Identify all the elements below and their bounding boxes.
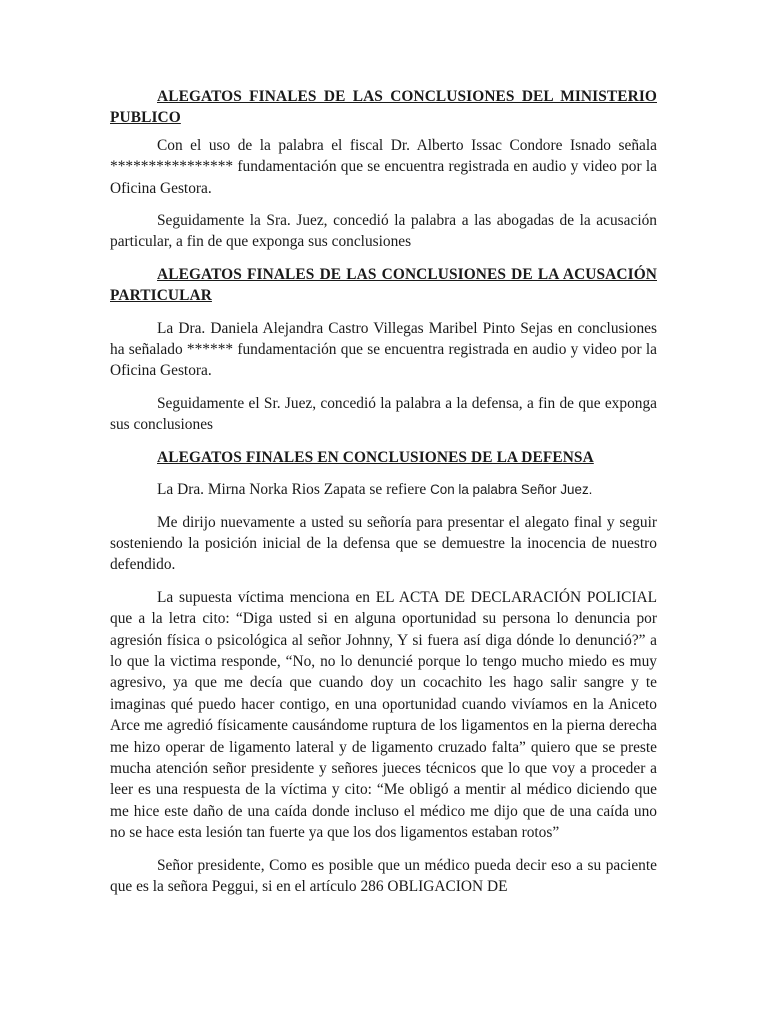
paragraph-victima: La supuesta víctima menciona en EL ACTA DE DECLARACIÓN POLICIAL que a la letra cito: “Diga usted si en alguna oportunidad su persona lo denuncia por agresión física o psicológica al señor Johnny, Y si fuera así diga dónde lo denunció?” a lo que la victima responde, “No, no lo denuncié porque lo tengo mucho miedo es muy agresivo, ya que me decía que cuando doy un cocachito les hago salir sangre y te imaginas qué puedo hacer contigo, en una oportunidad cuando vivíamos en la Aniceto Arce me agredió físicamente causándome ruptura de los ligamentos en la pierna derecha me hizo operar de ligamento lateral y de ligamento cruzado falta” quiero que se preste mucha atención señor presidente y señores jueces técnicos que lo que voy a proceder a leer es una respuesta de la víctima y cito: “Me obligó a mentir al médico diciendo que me hice este daño de una caída donde incluso el médico me dijo que de una caída uno no se hace esta lesión tan fuerte ya que los dos ligamentos estaban rotos” bbox=[110, 588, 657, 842]
paragraph-juez-defensa: Seguidamente el Sr. Juez, concedió la palabra a la defensa, a fin de que exponga sus conclusiones bbox=[110, 394, 657, 434]
paragraph-dirijo: Me dirijo nuevamente a usted su señoría para presentar el alegato final y seguir sosteniendo la posición inicial de la defensa que se demuestre la inocencia de nuestro defendido. bbox=[110, 513, 657, 574]
paragraph-defensa-intro bbox=[110, 479, 657, 500]
paragraph-acusacion: La Dra. Daniela Alejandra Castro Villegas Maribel Pinto Sejas en conclusiones ha señalado ****** fundamentación que se encuentra registrada en audio y video por la Oficina Gestora. bbox=[110, 319, 657, 380]
paragraph-fiscal: Con el uso de la palabra el fiscal Dr. Alberto Issac Condore Isnado señala **************** fundamentación que se encuentra registrada en audio y video por la Oficina Gestora. bbox=[110, 136, 657, 197]
defensa-intro-sans-text: Con la palabra Señor Juez. bbox=[430, 482, 593, 498]
heading-ministerio-publico: ALEGATOS FINALES DE LAS CONCLUSIONES DEL MINISTERIO PUBLICO bbox=[110, 88, 657, 127]
document-page bbox=[110, 86, 657, 897]
heading-defensa: ALEGATOS FINALES EN CONCLUSIONES DE LA DEFENSA bbox=[157, 448, 594, 466]
paragraph-presidente: Señor presidente, Como es posible que un médico pueda decir eso a su paciente que es la señora Peggui, si en el artículo 286 OBLIGACION DE bbox=[110, 856, 657, 895]
paragraph-juez-abogadas: Seguidamente la Sra. Juez, concedió la palabra a las abogadas de la acusación particular, a fin de que exponga sus conclusiones bbox=[110, 212, 657, 251]
defensa-intro-text: La Dra. Mirna Norka Rios Zapata se refiere bbox=[157, 481, 431, 499]
heading-acusacion-particular: ALEGATOS FINALES DE LAS CONCLUSIONES DE LA ACUSACIÓN PARTICULAR bbox=[110, 265, 657, 305]
